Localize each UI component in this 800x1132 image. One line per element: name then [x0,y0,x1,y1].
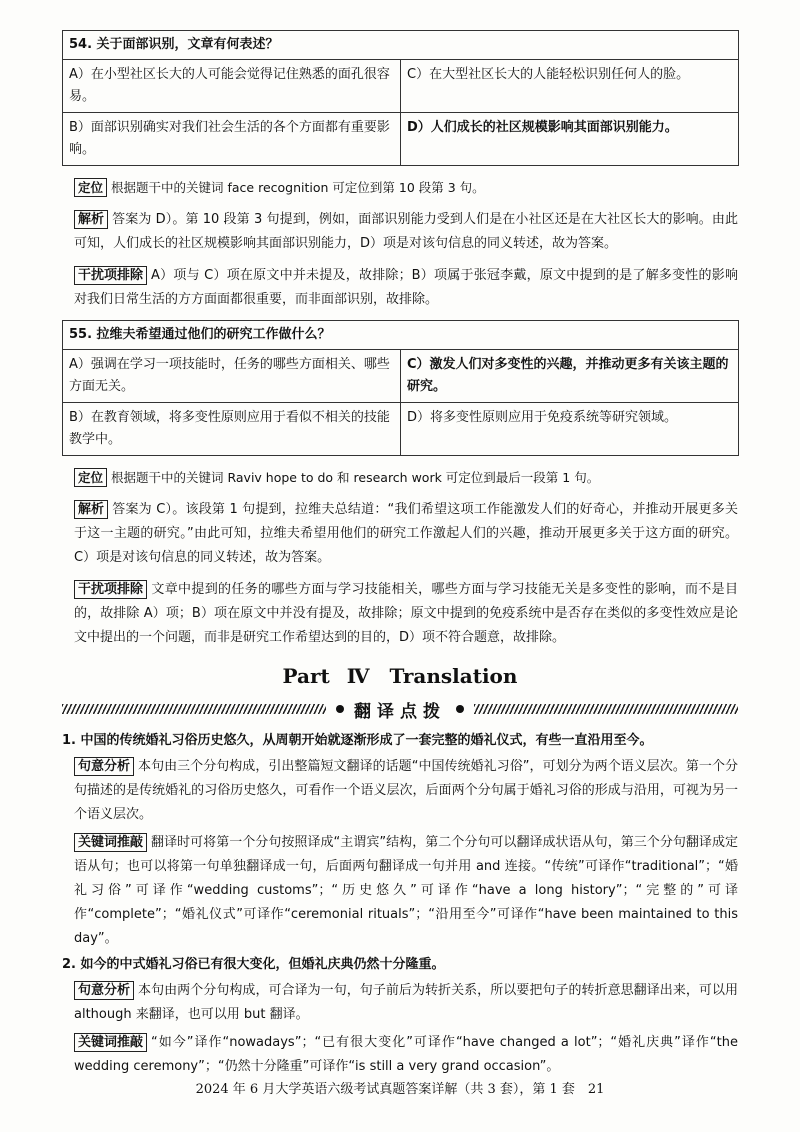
distractor-text: 文章中提到的任务的哪些方面与学习技能相关，哪些方面与学习技能无关是多变性的影响，而不是目的，故排除 A）项；B）项在原文中并没有提及，故排除；原文中提到的免疫系统中是否存在类似的多变性效应是论文中提出的一个问题，而非是研究工作希望达到的目的，D）项不符合题意，故排除。 [74,582,738,645]
section-banner [62,697,738,721]
analysis-label: 解析 [74,210,108,229]
syntax-label: 句意分析 [74,981,134,1000]
q55-analysis [74,498,738,570]
question-54-option-a: A）在小型社区长大的人可能会觉得记住熟悉的面孔很容易。 [63,60,401,113]
distractor-label: 干扰项排除 [74,266,147,285]
question-55-option-a: A）强调在学习一项技能时，任务的哪些方面相关、哪些方面无关。 [63,350,401,403]
q55-locate [74,466,738,490]
question-55-option-b: B）在教育领域，将多变性原则应用于看似不相关的技能教学中。 [63,403,401,456]
page-footer: 2024 年 6 月大学英语六级考试真题答案详解（共 3 套），第 1 套 21 [195,1082,605,1097]
analysis-text: 答案为 D）。第 10 段第 3 句提到，例如，面部识别能力受到人们是在小社区还是在大社区长大的影响。由此可知，人们成长的社区规模影响其面部识别能力，D）项是对该句信息的同义转述，故为答案。 [74,212,738,251]
sentence-1: 1. 中国的传统婚礼习俗历史悠久，从周朝开始就逐渐形成了一套完整的婚礼仪式，有些一直沿用至今。 [62,733,653,748]
question-55-stem: 55. 拉维夫希望通过他们的研究工作做什么？ [63,321,739,350]
analysis-text: 答案为 C）。该段第 1 句提到，拉维夫总结道：“我们希望这项工作能激发人们的好奇心，并推动开展更多关于这一主题的研究。”由此可知，拉维夫希望用他们的研究工作激起人们的兴趣，推动开展更多关于这方面的研究。C）项是对该句信息的同义转述，故为答案。 [74,502,738,565]
locate-text: 根据题干中的关键词 face recognition 可定位到第 10 段第 3 句。 [111,180,485,195]
locate-text: 根据题干中的关键词 Raviv hope to do 和 research work 可定位到最后一段第 1 句。 [111,470,600,485]
distractor-text: A）项与 C）项在原文中并未提及，故排除；B）项属于张冠李戴，原文中提到的是了解多变性的影响对我们日常生活的方方面面都很重要，而非面部识别，故排除。 [74,268,738,307]
dot-right-icon [456,705,464,713]
hatch-right-decoration [474,704,738,714]
banner-title: 翻译点拨 [354,701,446,722]
dot-left-icon [336,705,344,713]
question-54-table [62,30,739,166]
syntax-text: 本句由两个分句构成，可合译为一句，句子前后为转折关系，所以要把句子的转折意思翻译出来，可以用 although 来翻译，也可以用 but 翻译。 [74,983,738,1022]
question-55-option-d: D）将多变性原则应用于免疫系统等研究领域。 [401,403,739,456]
s2-keyword [74,1031,738,1079]
part-title: Part Ⅳ Translation [282,664,518,688]
hatch-left-decoration [62,704,326,714]
question-54-option-b: B）面部识别确实对我们社会生活的各个方面都有重要影响。 [63,113,401,166]
question-54-option-c: C）在大型社区长大的人能轻松识别任何人的脸。 [401,60,739,113]
s1-syntax [74,755,738,827]
keyword-text: 翻译时可将第一个分句按照译成“主谓宾”结构，第二个分句可以翻译成状语从句，第三个分句翻译成定语从句；也可以将第一句单独翻译成一句，后面两句翻译成一句并用 and 连接。“传统”可译作“traditional”；“婚礼习俗”可译作“wedding customs”；“历史悠久”可译作“have a long history”；“完整的”可译作“complete”；“婚礼仪式”可译作“ceremonial rituals”；“沿用至今”可译作“have been maintained to this day”。 [74,835,738,946]
keyword-label: 关键词推敲 [74,833,147,852]
keyword-text: “如今”译作“nowadays”；“已有很大变化”可译作“have changed a lot”；“婚礼庆典”译作“the wedding ceremony”；“仍然十分隆重”可译作“is still a very grand occasion”。 [74,1035,738,1074]
syntax-text: 本句由三个分句构成，引出整篇短文翻译的话题“中国传统婚礼习俗”，可划分为两个语义层次。第一个分句描述的是传统婚礼的习俗历史悠久，可看作一个语义层次，后面两个分句属于婚礼习俗的形成与沿用，可视为另一个语义层次。 [74,759,738,822]
q54-analysis [74,208,738,256]
q54-distractor [74,264,738,312]
q55-distractor [74,578,738,650]
sentence-2: 2. 如今的中式婚礼习俗已有很大变化，但婚礼庆典仍然十分隆重。 [62,957,445,972]
question-55-option-c: C）激发人们对多变性的兴趣，并推动更多有关该主题的研究。 [401,350,739,403]
locate-label: 定位 [74,468,107,487]
locate-label: 定位 [74,178,107,197]
analysis-label: 解析 [74,500,108,519]
question-54-stem: 54. 关于面部识别，文章有何表述？ [63,31,739,60]
distractor-label: 干扰项排除 [74,580,147,599]
q54-locate [74,176,738,200]
s2-syntax [74,979,738,1027]
s1-keyword [74,831,738,951]
syntax-label: 句意分析 [74,757,134,776]
question-55-table [62,320,739,456]
page-content [62,30,738,1079]
question-54-option-d: D）人们成长的社区规模影响其面部识别能力。 [401,113,739,166]
keyword-label: 关键词推敲 [74,1033,147,1052]
